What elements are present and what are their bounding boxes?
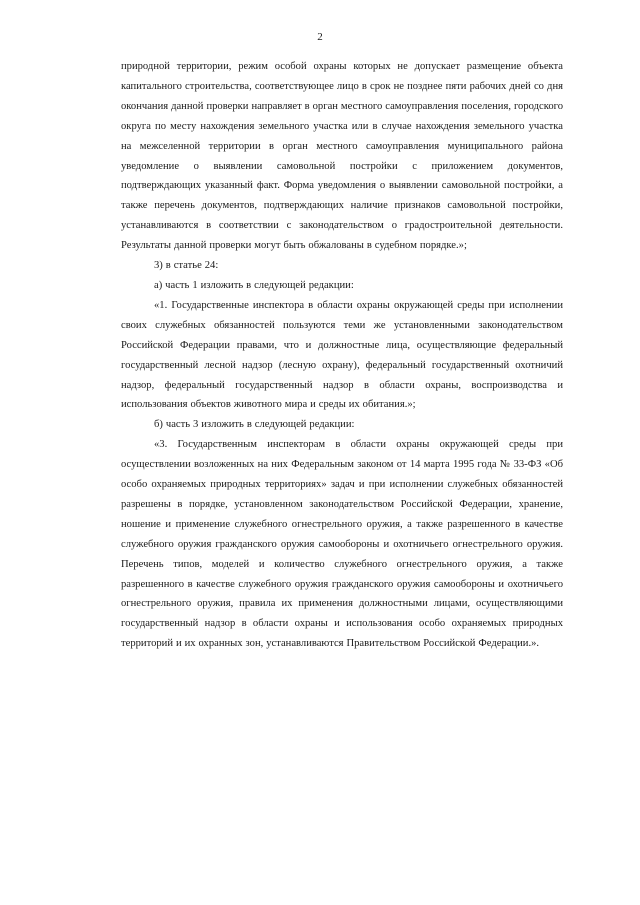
paragraph-item-3: 3) в статье 24: — [154, 260, 219, 272]
paragraph-continuation: природной территории, режим особой охраны которых не допускает размещение объекта капитального строительства, соответствующее лицо в срок не позднее пяти рабочих дней со дня окончания данной проверки направляет в орган местного самоуправления поселения, городского округа по месту нахождения земельного участка или в случае нахождения земельного участка на межселенной территории в орган местного самоуправления муниципального района уведомление о выявлении самовольной постройки с приложением документов, подтверждающих указанный факт. Форма уведомления о выявлении самовольной постройки, а также перечень документов, подтверждающих наличие признаков самовольной постройки, устанавливаются в соответствии с законодательством о градостроительной деятельности. Результаты данной проверки могут быть обжалованы в судебном порядке.»; — [121, 61, 563, 252]
paragraph-item-b: б) часть 3 изложить в следующей редакции: — [154, 419, 355, 431]
paragraph-item-a: а) часть 1 изложить в следующей редакции: — [154, 279, 354, 291]
document-body — [121, 57, 563, 654]
paragraph-part-3: «3. Государственным инспекторам в области охраны окружающей среды при осуществлении возложенных на них Федеральным законом от 14 марта 1995 года № 33-ФЗ «Об особо охраняемых природных территориях» задач и при исполнении служебных обязанностей разрешены в порядке, установленном законодательством Российской Федерации, хранение, ношение и применение служебного огнестрельного оружия, а также разрешенного в качестве служебного оружия гражданского оружия самообороны и охотничьего огнестрельного оружия. Перечень типов, моделей и количество служебного огнестрельного оружия, а также разрешенного в качестве служебного оружия гражданского оружия самообороны и охотничьего огнестрельного оружия, правила их применения должностными лицами, осуществляющими государственный надзор в области охраны и использования особо охраняемых природных территорий и их охранных зон, устанавливаются Правительством Российской Федерации.». — [121, 439, 563, 650]
page-number: 2 — [317, 31, 323, 43]
paragraph-part-1: «1. Государственные инспектора в области охраны окружающей среды при исполнении своих служебных обязанностей пользуются теми же установленными законодательством Российской Федерации правами, что и должностные лица, осуществляющие федеральный государственный лесной надзор (лесную охрану), федеральный государственный охотничий надзор, федеральный государственный надзор в области охраны, воспроизводства и использования объектов животного мира и среды их обитания.»; — [121, 299, 563, 411]
